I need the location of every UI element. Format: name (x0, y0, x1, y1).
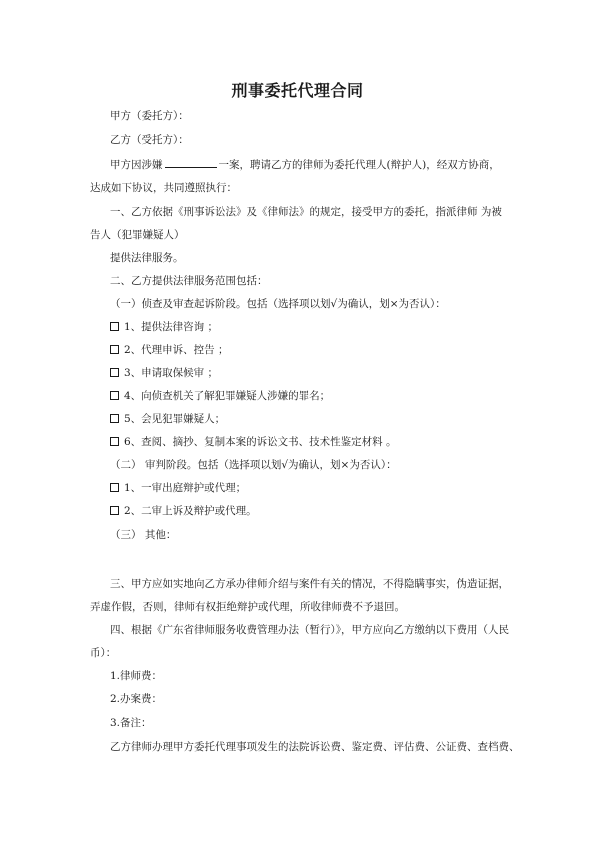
stage1-item-label: 1、提供法律咨询 ； (124, 321, 219, 333)
clause1-line3: 提供法律服务。 (110, 252, 184, 264)
party-b-line: 乙方（受托方）： (110, 134, 189, 146)
checkbox-icon[interactable] (110, 437, 119, 446)
stage1-item-label: 5、会见犯罪嫌疑人； (124, 413, 226, 425)
stage1-item-3 (110, 366, 218, 380)
stage1-item-label: 6、查阅、摘抄、复制本案的诉讼文书、技术性鉴定材料 。 (124, 436, 397, 448)
clause1-line1: 一、乙方依据《刑事诉讼法》及《律师法》的规定，接受甲方的委托，指派律师 为被 (110, 206, 502, 218)
intro-text-a: 甲方因涉嫌 (110, 159, 163, 171)
clause1-line2: 告人（犯罪嫌疑人） (90, 229, 185, 241)
case-name-blank (165, 157, 217, 168)
stage1-item-6 (110, 435, 397, 449)
checkbox-icon[interactable] (110, 414, 119, 423)
stage2-item-label: 1、一审出庭辩护或代理； (124, 482, 247, 494)
stage2-item-1 (110, 481, 246, 495)
stage1-item-label: 3、申请取保候审 ； (124, 367, 219, 379)
checkbox-icon[interactable] (110, 368, 119, 377)
stage1-item-label: 4、向侦查机关了解犯罪嫌疑人涉嫌的罪名； (124, 390, 331, 402)
checkbox-icon[interactable] (110, 391, 119, 400)
clause4-line1: 四、根据《广东省律师服务收费管理办法（暂行）》，甲方应向乙方缴纳以下费用（人民 (110, 624, 509, 636)
clause4-line2: 币）： (90, 647, 117, 659)
clause3-line2: 弄虚作假，否则，律师有权拒绝辩护或代理，所收律师费不予退回。 (90, 601, 405, 613)
stage1-item-4 (110, 389, 330, 403)
stage1-item-1 (110, 320, 218, 334)
checkbox-icon[interactable] (110, 345, 119, 354)
document-title: 刑事委托代理合同 (231, 81, 364, 100)
fee-item-1: 1.律师费： (110, 670, 163, 682)
clause2-heading: 二、乙方提供法律服务范围包括： (110, 275, 268, 287)
stage2-item-label: 2、二审上诉及辩护或代理。 (124, 505, 257, 517)
stage3-heading: （三） 其他： (110, 529, 177, 541)
intro-text-b: 一案，聘请乙方的律师为委托代理人(辩护人)，经双方协商， (218, 159, 500, 171)
stage1-item-label: 2、代理申诉、控告 ； (124, 344, 229, 356)
fee-item-3: 3.备注： (110, 717, 152, 729)
intro-paragraph-line2: 达成如下协议，共同遵照执行： (90, 182, 237, 194)
stage2-heading: （二） 审判阶段。包括（选择项以划√为确认，划×为否认）： (110, 459, 397, 471)
party-a-line: 甲方（委托方）： (110, 110, 189, 122)
stage1-heading: （一）侦查及审查起诉阶段。包括（选择项以划√为确认，划×为否认）： (110, 298, 446, 310)
clause3-line1: 三、甲方应如实地向乙方承办律师介绍与案件有关的情况，不得隐瞒事实，伪造证据， (110, 578, 509, 590)
intro-paragraph-line1 (110, 157, 500, 172)
stage1-item-5 (110, 412, 225, 426)
checkbox-icon[interactable] (110, 506, 119, 515)
fee-item-2: 2.办案费： (110, 693, 163, 705)
stage2-item-2 (110, 504, 257, 518)
checkbox-icon[interactable] (110, 483, 119, 492)
clause4-note-line: 乙方律师办理甲方委托代理事项发生的法院诉讼费、鉴定费、评估费、公证费、查档费、 (110, 741, 520, 753)
checkbox-icon[interactable] (110, 322, 119, 331)
stage1-item-2 (110, 343, 229, 357)
